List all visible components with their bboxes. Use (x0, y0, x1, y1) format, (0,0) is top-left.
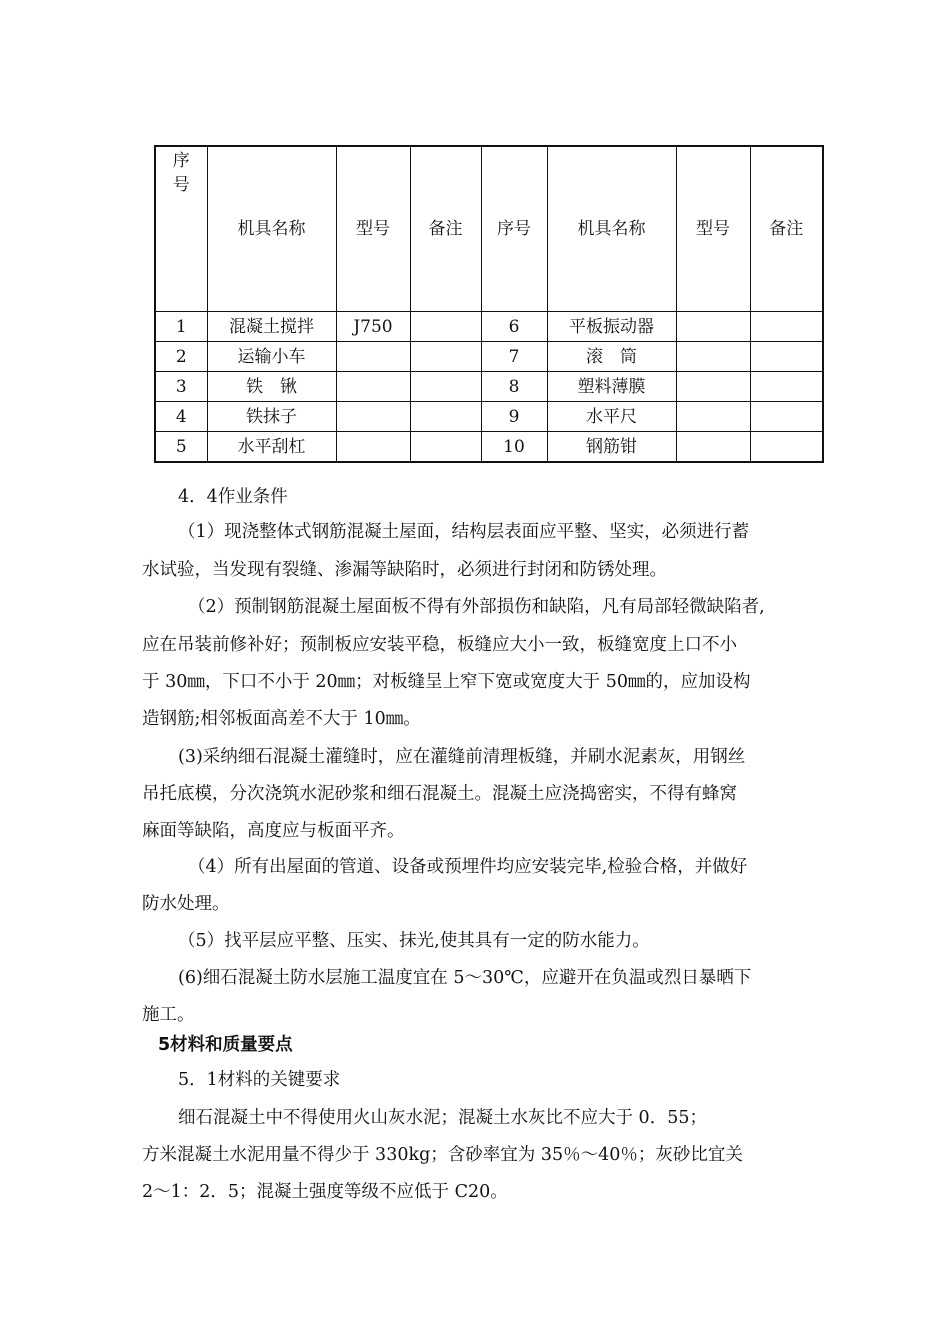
table-cell (410, 342, 481, 372)
table-cell (410, 372, 481, 402)
equipment-table (154, 145, 824, 463)
table-row (155, 402, 823, 432)
table-cell: 6 (481, 312, 547, 342)
table-cell (750, 432, 823, 463)
table-cell: 混凝土搅拌 (207, 312, 336, 342)
paragraph-line: 吊托底模，分次浇筑水泥砂浆和细石混凝土。混凝土应浇捣密实，不得有蜂窝 (142, 784, 737, 804)
table-cell (676, 402, 750, 432)
table-cell: 铁 锹 (207, 372, 336, 402)
paragraph-line: 造钢筋;相邻板面高差不大于 10㎜。 (142, 709, 421, 729)
paragraph-line: 防水处理。 (142, 894, 230, 914)
paragraph-line: 麻面等缺陷，高度应与板面平齐。 (142, 821, 405, 841)
table-cell: 塑料薄膜 (547, 372, 676, 402)
table-cell (676, 312, 750, 342)
table-row (155, 312, 823, 342)
header-cell: 备注 (410, 146, 481, 312)
table-row (155, 372, 823, 402)
paragraph-line: 水试验，当发现有裂缝、渗漏等缺陷时，必须进行封闭和防锈处理。 (142, 560, 667, 580)
paragraph-line: （1）现浇整体式钢筋混凝土屋面，结构层表面应平整、坚实，必须进行蓄 (178, 522, 750, 542)
section-heading: 4．4作业条件 (178, 487, 288, 507)
table-cell: 1 (155, 312, 207, 342)
table-cell: 铁抹子 (207, 402, 336, 432)
table-cell: 2 (155, 342, 207, 372)
header-cell (155, 146, 207, 312)
table-cell: 水平刮杠 (207, 432, 336, 463)
header-text: 号 (172, 175, 190, 195)
table-cell (676, 342, 750, 372)
header-text: 序 (172, 151, 190, 171)
paragraph-line: 应在吊装前修补好；预制板应安装平稳，板缝应大小一致，板缝宽度上口不小 (142, 635, 737, 655)
paragraph-line: 于 30㎜，下口不小于 20㎜；对板缝呈上窄下宽或宽度大于 50㎜的，应加设构 (142, 672, 751, 692)
table-cell: 9 (481, 402, 547, 432)
table-cell (750, 312, 823, 342)
header-cell: 机具名称 (207, 146, 336, 312)
table-cell: 水平尺 (547, 402, 676, 432)
table-cell (676, 372, 750, 402)
table-cell (410, 402, 481, 432)
paragraph-line: 细石混凝土中不得使用火山灰水泥；混凝土水灰比不应大于 0．55； (178, 1108, 707, 1128)
header-cell: 型号 (336, 146, 410, 312)
table-row (155, 342, 823, 372)
table-cell: 3 (155, 372, 207, 402)
table-cell: 钢筋钳 (547, 432, 676, 463)
header-cell: 备注 (750, 146, 823, 312)
table-cell: 10 (481, 432, 547, 463)
header-cell: 机具名称 (547, 146, 676, 312)
table-header-row (155, 146, 823, 312)
table-cell (336, 402, 410, 432)
section-heading: 5．1材料的关键要求 (178, 1070, 341, 1090)
paragraph-line: 方米混凝土水泥用量不得少于 330kg；含砂率宜为 35％～40％；灰砂比宜关 (142, 1145, 743, 1165)
table-cell: J750 (336, 312, 410, 342)
paragraph-line: 2～1：2．5；混凝土强度等级不应低于 C20。 (142, 1182, 508, 1202)
table-cell: 5 (155, 432, 207, 463)
table-cell (676, 432, 750, 463)
table-cell (410, 312, 481, 342)
header-cell: 型号 (676, 146, 750, 312)
paragraph-line: (6)细石混凝土防水层施工温度宜在 5～30℃，应避开在负温或烈日暴晒下 (178, 968, 752, 988)
table-cell (336, 372, 410, 402)
table-cell (336, 342, 410, 372)
table-cell: 8 (481, 372, 547, 402)
paragraph-line: 施工。 (142, 1005, 195, 1025)
table-cell (336, 432, 410, 463)
table-cell: 运输小车 (207, 342, 336, 372)
table-cell (750, 342, 823, 372)
table-cell: 4 (155, 402, 207, 432)
paragraph-line: (3)采纳细石混凝土灌缝时，应在灌缝前清理板缝，并刷水泥素灰，用钢丝 (178, 747, 746, 767)
paragraph-line: （4）所有出屋面的管道、设备或预埋件均应安装完毕,检验合格，并做好 (188, 857, 748, 877)
table-cell: 7 (481, 342, 547, 372)
paragraph-line: （2）预制钢筋混凝土屋面板不得有外部损伤和缺陷，凡有局部轻微缺陷者, (188, 597, 765, 617)
paragraph-line: （5）找平层应平整、压实、抹光,使其具有一定的防水能力。 (178, 931, 650, 951)
table-cell: 滚 筒 (547, 342, 676, 372)
table-cell: 平板振动器 (547, 312, 676, 342)
table-cell (750, 372, 823, 402)
table-row (155, 432, 823, 463)
table-cell (750, 402, 823, 432)
table-cell (410, 432, 481, 463)
header-cell: 序号 (481, 146, 547, 312)
chapter-heading: 5材料和质量要点 (158, 1035, 293, 1055)
